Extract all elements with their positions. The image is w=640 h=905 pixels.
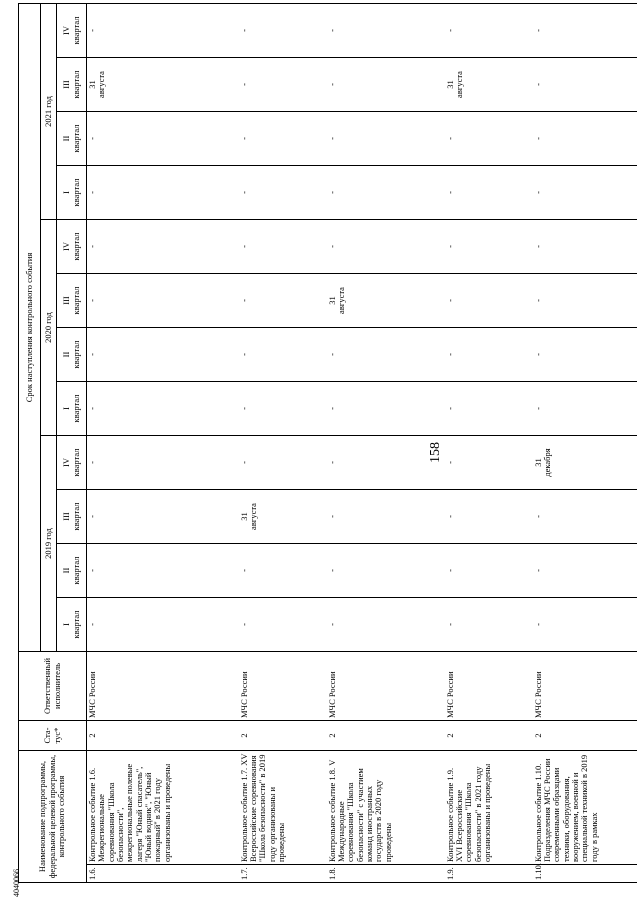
quarter-value: 31 [87,80,97,89]
quarter-value: - [532,407,543,410]
status-cell: 2 [533,721,637,751]
quarter-cell [239,328,327,382]
quarter-cell [533,166,637,220]
quarter-value: - [238,407,249,410]
quarter-value: - [238,461,249,464]
quarter-value: - [532,515,543,518]
quarter-cell [327,220,445,274]
quarter-roman: I [61,407,72,410]
quarter-word: квартал [70,610,81,639]
quarter-value: - [444,299,455,302]
quarter-cell [87,112,239,166]
quarter-cell [327,328,445,382]
quarter-cell [327,436,445,490]
quarter-cell [87,436,239,490]
quarter-value: - [87,515,97,518]
quarter-value: - [87,461,97,464]
header-year-2019: 2019 год [41,436,57,652]
quarter-value: - [444,137,455,140]
quarter-cell [445,166,533,220]
event-name: Контрольное событие 1.9. XVI Всероссийские соревнования "Школа безопасности" в 2021 году организованы и проведены [445,751,533,865]
quarter-cell [327,490,445,544]
quarter-value: - [532,191,543,194]
quarter-value: - [532,623,543,626]
quarter-word: квартал [70,70,81,99]
quarter-cell [445,3,533,57]
quarter-roman: III [61,296,72,305]
quarter-value: - [238,83,249,86]
page-number: 158 [428,442,443,463]
quarter-value: - [238,353,249,356]
quarter-word: квартал [70,232,81,261]
quarter-word: квартал [70,340,81,369]
quarter-cell [239,220,327,274]
quarter-cell [327,166,445,220]
quarter-value: - [238,299,249,302]
table-row [533,3,637,882]
quarter-cell [327,112,445,166]
header-quarter [57,436,87,490]
quarter-value: - [87,623,97,626]
quarter-cell [533,274,637,328]
quarter-roman: II [61,351,72,358]
document-code: 4040066 [12,869,21,897]
header-quarter [57,58,87,112]
header-status: Ста-тус* [19,721,87,751]
quarter-value: - [87,191,97,194]
quarter-cell [87,3,239,57]
responsible-cell: МЧС России [533,652,637,721]
row-number: 1.6. [87,865,239,883]
quarter-value: - [238,29,249,32]
quarter-value: - [238,191,249,194]
quarter-value: - [326,515,337,518]
quarter-cell [327,274,445,328]
header-year-2020: 2020 год [41,220,57,436]
quarter-cell [533,544,637,598]
quarter-word: квартал [70,556,81,585]
quarter-cell [87,490,239,544]
quarter-roman: I [61,623,72,626]
header-quarter [57,328,87,382]
quarter-word: квартал [70,16,81,45]
quarter-value: - [532,353,543,356]
quarter-cell [239,382,327,436]
header-responsible: Ответственный исполнитель [19,652,87,721]
quarter-cell [445,598,533,652]
event-name: Контрольное событие 1.10. Подразделения МЧС России современными образцами техники, оборудования, вооружением, военной и специальной техникой в 2019 году в рамках [533,751,637,865]
header-quarter [57,166,87,220]
quarter-cell [533,328,637,382]
quarter-word: квартал [70,178,81,207]
quarter-value: - [532,83,543,86]
table-header [19,3,87,882]
quarter-value: - [326,407,337,410]
row-number: 1.8. [327,865,445,883]
responsible-cell: МЧС России [327,652,445,721]
quarter-cell [445,220,533,274]
quarter-cell [445,58,533,112]
quarter-value: - [238,245,249,248]
header-quarter [57,3,87,57]
quarter-value: - [326,137,337,140]
quarter-value: - [444,515,455,518]
quarter-cell [87,328,239,382]
quarter-cell [239,166,327,220]
quarter-cell [445,490,533,544]
quarter-roman: II [61,135,72,142]
quarter-cell [239,274,327,328]
quarter-roman: IV [61,25,72,35]
quarter-value: - [87,299,97,302]
quarter-value: - [444,245,455,248]
event-name: Контрольное событие 1.7. XV Всероссийские соревнования "Школа безопасности" в 2019 году организованы и проведены [239,751,327,865]
table-row [87,3,239,882]
quarter-month: августа [335,287,346,314]
row-number: 1.10. [533,865,637,883]
quarter-roman: I [61,191,72,194]
quarter-cell [239,598,327,652]
quarter-cell [239,436,327,490]
quarter-word: квартал [70,502,81,531]
quarter-cell [533,3,637,57]
header-quarter [57,490,87,544]
responsible-cell: МЧС России [239,652,327,721]
quarter-value: - [532,245,543,248]
header-year-2021: 2021 год [41,3,57,219]
status-cell: 2 [87,721,239,751]
quarter-value: - [532,137,543,140]
quarter-word: квартал [70,448,81,477]
header-quarter [57,274,87,328]
quarter-cell [239,544,327,598]
quarter-cell [239,112,327,166]
quarter-word: квартал [70,124,81,153]
quarter-value: - [444,353,455,356]
header-quarter [57,112,87,166]
quarter-cell [533,220,637,274]
quarter-value: - [87,137,97,140]
status-cell: 2 [445,721,533,751]
quarter-cell [327,598,445,652]
event-name: Контрольное событие 1.6. Межрегиональные соревнования "Школа безопасности", межрегиональные полевые лагеря "Юный спасатель", "Юный водник", "Юный пожарный" в 2021 году организованы и проведены [87,751,239,865]
quarter-cell [87,274,239,328]
quarter-cell [533,598,637,652]
quarter-word: квартал [70,286,81,315]
quarter-cell [445,544,533,598]
quarter-cell [239,490,327,544]
control-events-table [18,3,637,883]
quarter-month: августа [247,503,258,530]
quarter-value: - [326,245,337,248]
row-number: 1.9. [445,865,533,883]
header-quarter [57,598,87,652]
quarter-value: - [532,569,543,572]
quarter-value: - [87,407,97,410]
quarter-cell [87,382,239,436]
header-quarter [57,544,87,598]
status-cell: 2 [239,721,327,751]
quarter-value: - [444,407,455,410]
quarter-roman: III [61,512,72,521]
quarter-value: - [444,29,455,32]
header-name: Наименование подпрограммы, федеральной целевой программы, контрольного события [19,751,87,883]
responsible-cell: МЧС России [87,652,239,721]
table-row [327,3,445,882]
table-row [445,3,533,882]
quarter-value: - [87,245,97,248]
quarter-roman: III [61,80,72,89]
status-cell: 2 [327,721,445,751]
quarter-cell [87,166,239,220]
quarter-value: - [87,353,97,356]
table-row [239,3,327,882]
row-number: 1.7. [239,865,327,883]
quarter-cell [87,598,239,652]
quarter-cell [327,3,445,57]
quarter-value: - [532,299,543,302]
quarter-value: - [238,623,249,626]
quarter-value: - [87,29,97,32]
quarter-value: - [444,569,455,572]
quarter-cell [533,436,637,490]
quarter-cell [533,58,637,112]
quarter-roman: IV [61,242,72,251]
quarter-cell [533,382,637,436]
quarter-cell [327,58,445,112]
header-deadline: Срок наступления контрольного события [19,3,41,651]
quarter-value: - [444,191,455,194]
quarter-cell [239,3,327,57]
quarter-cell [533,490,637,544]
quarter-month: декабря [541,448,552,477]
quarter-value: - [326,569,337,572]
quarter-roman: IV [61,458,72,467]
quarter-value: - [444,461,455,464]
quarter-cell [87,544,239,598]
event-name: Контрольное событие 1.8. V Международные соревнования "Школа безопасности" с участием команд иностранных государств в 2020 году проведены [327,751,445,865]
table-body [87,3,637,882]
quarter-cell [87,58,239,112]
quarter-value: - [326,191,337,194]
quarter-value: - [326,623,337,626]
quarter-cell [327,382,445,436]
quarter-cell [445,382,533,436]
header-quarter [57,382,87,436]
quarter-month: августа [453,71,464,98]
quarter-value: - [444,623,455,626]
quarter-value: - [326,461,337,464]
quarter-value: 31 [326,296,337,305]
quarter-value: - [238,137,249,140]
quarter-cell [533,112,637,166]
quarter-value: - [87,569,97,572]
quarter-value: - [326,29,337,32]
quarter-cell [445,112,533,166]
header-quarter [57,220,87,274]
quarter-value: - [532,29,543,32]
quarter-value: - [326,83,337,86]
quarter-word: квартал [70,394,81,423]
quarter-cell [87,220,239,274]
quarter-value: - [238,569,249,572]
quarter-cell [445,274,533,328]
quarter-cell [239,58,327,112]
quarter-roman: II [61,567,72,574]
quarter-cell [445,436,533,490]
quarter-month: августа [96,71,107,98]
responsible-cell: МЧС России [445,652,533,721]
quarter-value: - [326,353,337,356]
quarter-value: 31 [532,458,543,467]
quarter-cell [327,544,445,598]
quarter-cell [445,328,533,382]
quarter-value: 31 [444,80,455,89]
quarter-value: 31 [238,512,249,521]
